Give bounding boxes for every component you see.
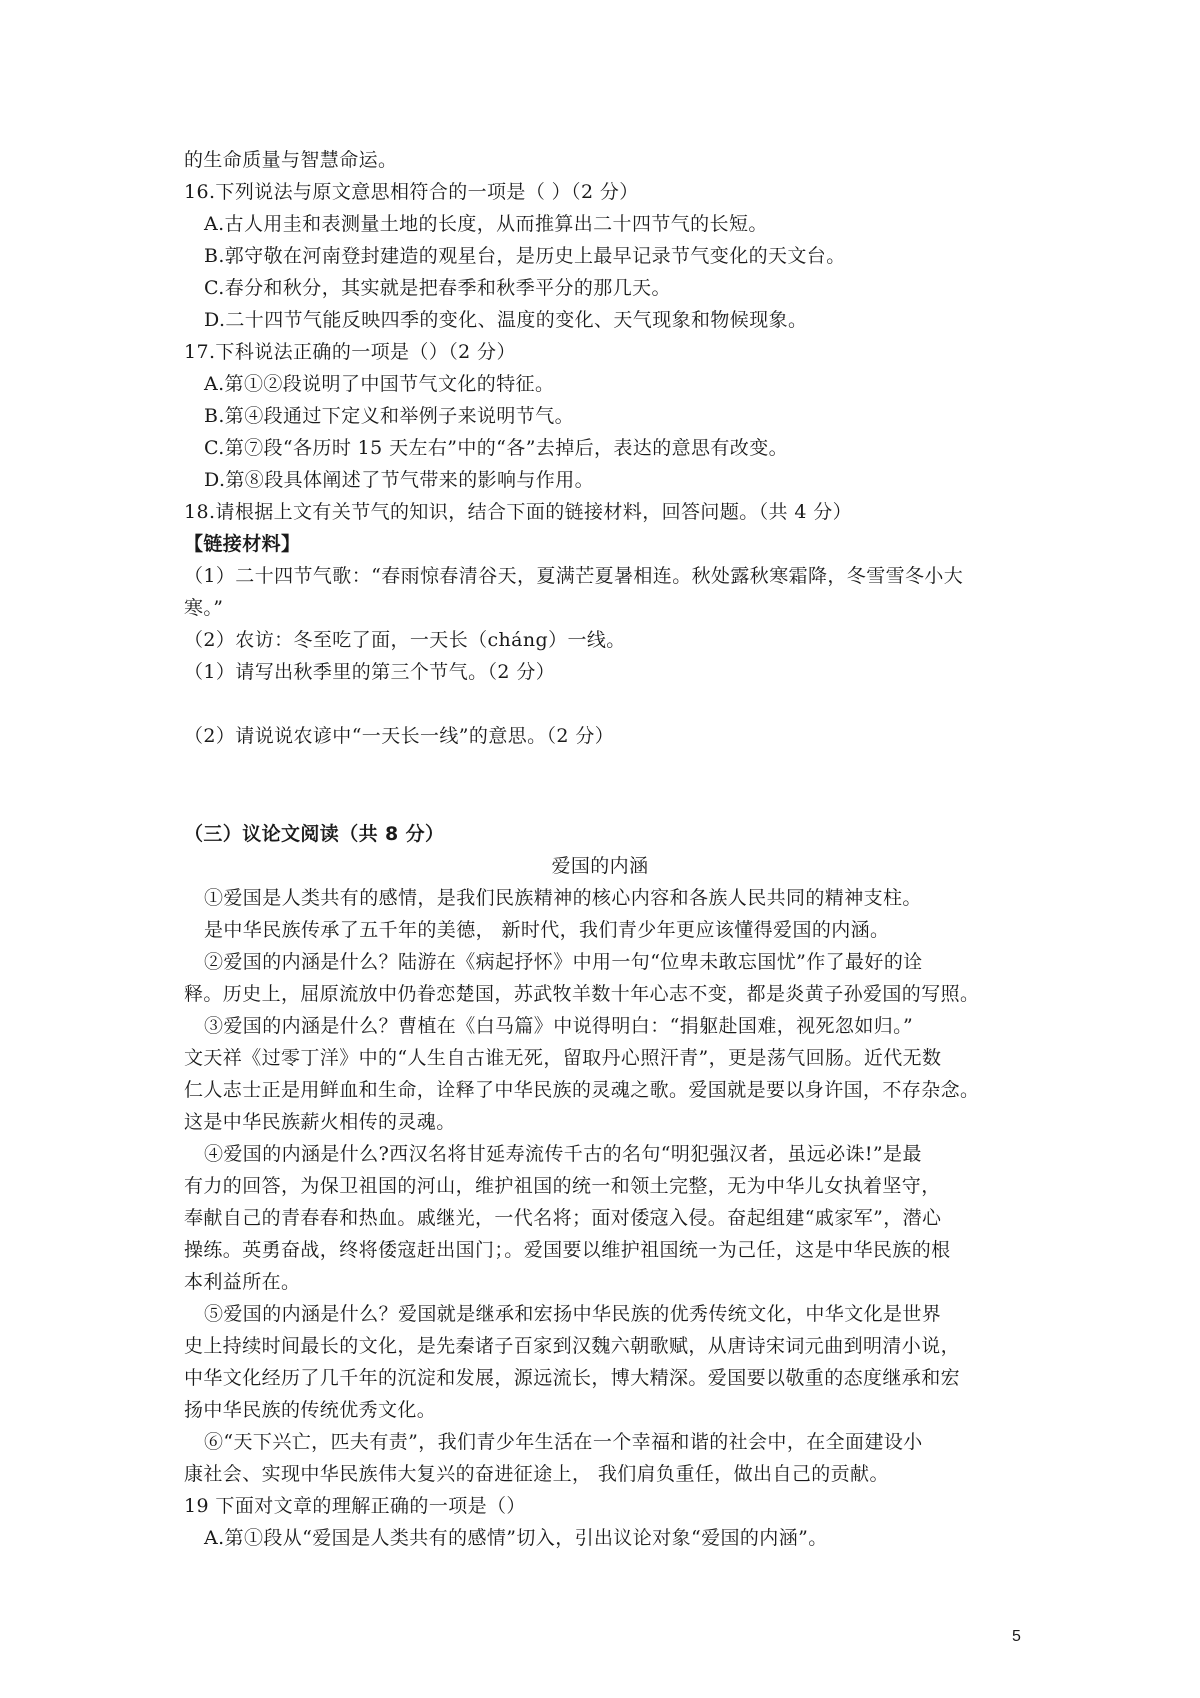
essay-paragraph-3-cont: 文天祥《过零丁洋》中的“人生自古谁无死，留取丹心照汗青”，更是荡气回肠。近代无数 — [184, 1047, 942, 1069]
option-17d: D.第⑧段具体阐述了节气带来的影响与作用。 — [204, 469, 594, 491]
essay-paragraph-1-cont: 是中华民族传承了五千年的美德， 新时代，我们青少年更应该懂得爱国的内涵。 — [204, 919, 890, 941]
option-16d: D.二十四节气能反映四季的变化、温度的变化、天气现象和物候现象。 — [204, 309, 808, 331]
essay-paragraph-4: ④爱国的内涵是什么?西汉名将甘延寿流传千古的名句“明犯强汉者，虽远必诛!”是最 — [204, 1143, 922, 1165]
section-heading: （三）议论文阅读（共 8 分） — [184, 823, 445, 845]
essay-paragraph-2: ②爱国的内涵是什么？陆游在《病起抒怀》中用一句“位卑未敢忘国忧”作了最好的诠 — [204, 951, 923, 973]
text-line: 的生命质量与智慧命运。 — [184, 149, 398, 171]
essay-paragraph-1: ①爱国是人类共有的感情，是我们民族精神的核心内容和各族人民共同的精神支柱。 — [204, 887, 922, 909]
link-material-2: （2）农访：冬至吃了面，一天长（cháng）一线。 — [184, 629, 626, 651]
link-material-heading: 【链接材料】 — [184, 533, 301, 555]
essay-paragraph-3: ③爱国的内涵是什么？曹植在《白马篇》中说得明白：“捐躯赴国难，视死忽如归。” — [204, 1015, 914, 1037]
option-16a: A.古人用圭和表测量土地的长度，从而推算出二十四节气的长短。 — [204, 213, 768, 235]
essay-paragraph-3-cont: 仁人志士正是用鲜血和生命，诠释了中华民族的灵魂之歌。爱国就是要以身许国，不存杂念。 — [184, 1079, 980, 1101]
essay-paragraph-5-cont: 扬中华民族的传统优秀文化。 — [184, 1399, 437, 1421]
option-17b: B.第④段通过下定义和举例子来说明节气。 — [204, 405, 575, 427]
option-19a: A.第①段从“爱国是人类共有的感情”切入，引出议论对象“爱国的内涵”。 — [204, 1527, 828, 1549]
question-16: 16.下列说法与原文意思相符合的一项是（ ）（2 分） — [184, 181, 639, 203]
sub-question-1: （1）请写出秋季里的第三个节气。（2 分） — [184, 661, 556, 683]
essay-title: 爱国的内涵 — [551, 855, 649, 877]
question-18: 18.请根据上文有关节气的知识，结合下面的链接材料，回答问题。（共 4 分） — [184, 501, 853, 523]
essay-paragraph-4-cont: 奉献自己的青春春和热血。戚继光，一代名将；面对倭寇入侵。奋起组建“戚家军”，潜心 — [184, 1207, 942, 1229]
option-16b: B.郭守敬在河南登封建造的观星台，是历史上最早记录节气变化的天文台。 — [204, 245, 846, 267]
option-17a: A.第①②段说明了中国节气文化的特征。 — [204, 373, 555, 395]
essay-paragraph-4-cont: 本利益所在。 — [184, 1271, 301, 1293]
essay-paragraph-4-cont: 有力的回答，为保卫祖国的河山，维护祖国的统一和领土完整，无为中华儿女执着坚守， — [184, 1175, 941, 1197]
essay-paragraph-5: ⑤爱国的内涵是什么？爱国就是继承和宏扬中华民族的优秀传统文化，中华文化是世界 — [204, 1303, 942, 1325]
sub-question-2: （2）请说说农谚中“一天长一线”的意思。（2 分） — [184, 725, 615, 747]
question-19: 19 下面对文章的理解正确的一项是（） — [184, 1495, 526, 1517]
essay-paragraph-5-cont: 史上持续时间最长的文化，是先秦诸子百家到汉魏六朝歌赋，从唐诗宋词元曲到明清小说， — [184, 1335, 961, 1357]
essay-paragraph-4-cont: 操练。英勇奋战，终将倭寇赶出国门；。爱国要以维护祖国统一为己任，这是中华民族的根 — [184, 1239, 951, 1261]
link-material-1: （1）二十四节气歌：“春雨惊春清谷天，夏满芒夏暑相连。秋处露秋寒霜降，冬雪雪冬小大 — [184, 565, 964, 587]
question-17: 17.下科说法正确的一项是（）（2 分） — [184, 341, 516, 363]
page-number: 5 — [1012, 1628, 1021, 1645]
link-material-1-cont: 寒。” — [184, 597, 224, 619]
essay-paragraph-6: ⑥“天下兴亡，匹夫有责”，我们青少年生活在一个幸福和谐的社会中，在全面建设小 — [204, 1431, 923, 1453]
essay-paragraph-5-cont: 中华文化经历了几千年的沉淀和发展，源远流长，博大精深。爱国要以敬重的态度继承和宏 — [184, 1367, 961, 1389]
option-17c: C.第⑦段“各历时 15 天左右”中的“各”去掉后，表达的意思有改变。 — [204, 437, 789, 459]
option-16c: C.春分和秋分，其实就是把春季和秋季平分的那几天。 — [204, 277, 671, 299]
essay-paragraph-6-cont: 康社会、实现中华民族伟大复兴的奋进征途上， 我们肩负重任，做出自己的贡献。 — [184, 1463, 889, 1485]
essay-paragraph-3-cont: 这是中华民族薪火相传的灵魂。 — [184, 1111, 456, 1133]
essay-paragraph-2-cont: 释。历史上，屈原流放中仍眷恋楚国，苏武牧羊数十年心志不变，都是炎黄子孙爱国的写照。 — [184, 983, 980, 1005]
